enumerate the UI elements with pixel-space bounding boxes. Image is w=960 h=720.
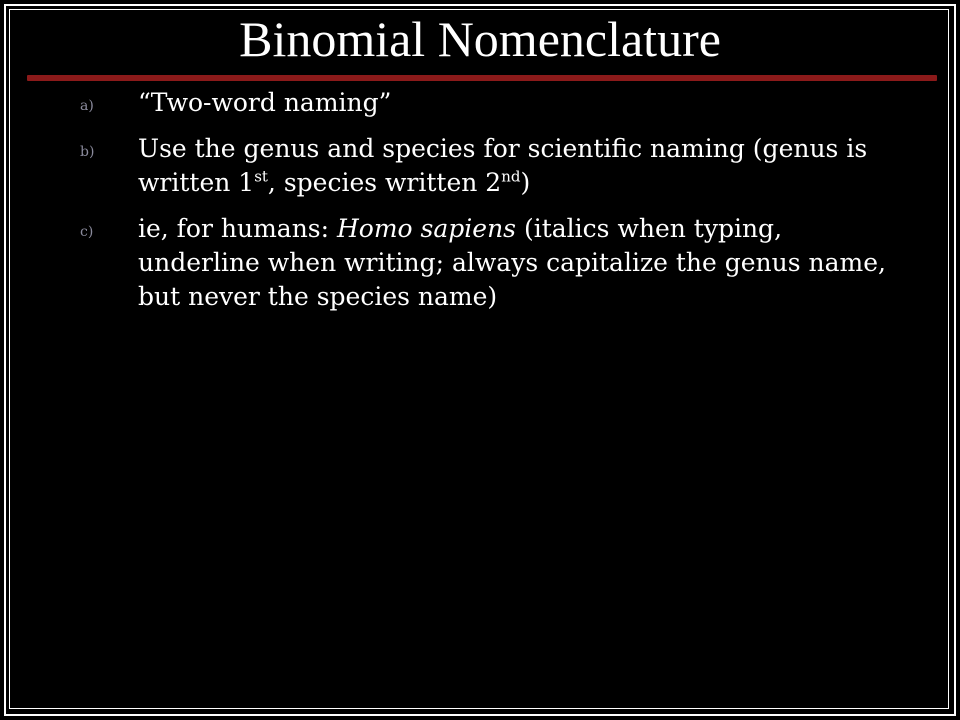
title-underline-rule <box>27 75 937 81</box>
ordinal-superscript: st <box>254 167 268 186</box>
bullet-text <box>138 214 886 311</box>
bullet-text-part: ) <box>520 168 531 197</box>
bullet-text: “Two-word naming” <box>138 88 392 117</box>
bullet-item-b <box>80 132 910 200</box>
bullet-item-a <box>80 86 910 120</box>
bullet-text-part: Use the genus and species for scientific naming (genus is written 1 <box>138 134 868 197</box>
bullet-text-part: , species written 2 <box>267 168 502 197</box>
bullet-text-part: ie, for humans: <box>138 214 337 243</box>
bullet-marker: a) <box>80 98 94 114</box>
bullet-text <box>138 134 867 197</box>
bullet-marker: c) <box>80 224 94 240</box>
slide-title: Binomial Nomenclature <box>239 11 721 67</box>
ordinal-superscript: nd <box>501 167 521 186</box>
bullet-item-c <box>80 212 910 314</box>
bullet-list <box>80 86 910 326</box>
bullet-text-part: (italics when typing, underline when writing; always capitalize the genus name, but never the species name) <box>138 214 886 311</box>
bullet-marker: b) <box>80 144 95 160</box>
species-name-italic: Homo sapiens <box>337 214 517 243</box>
